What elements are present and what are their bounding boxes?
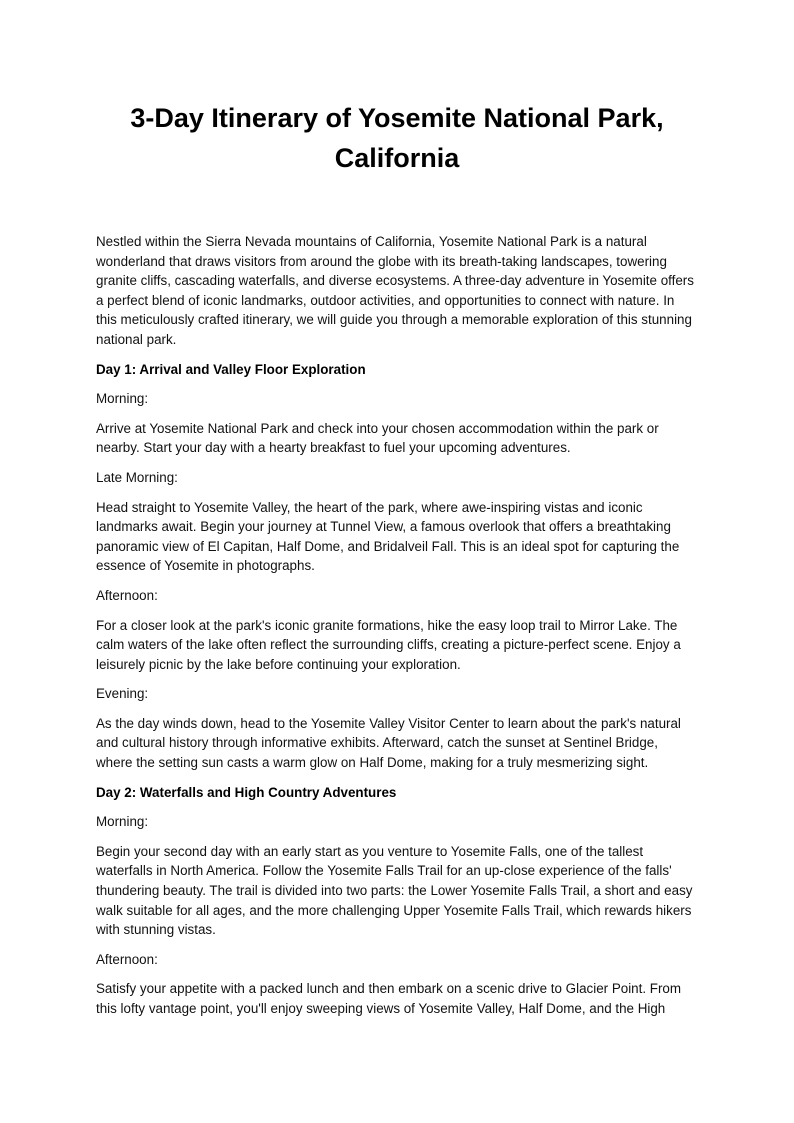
page-title: 3-Day Itinerary of Yosemite National Park, California [130,103,664,173]
day2-morning-text: Begin your second day with an early start as you venture to Yosemite Falls, one of the tallest waterfalls in North America. Follow the Yosemite Falls Trail for an up-close experience of the falls' thundering beauty. The trail is divided into two parts: the Lower Yosemite Falls Trail, a short and easy walk suitable for all ages, and the more challenging Upper Yosemite Falls Trail, which rewards hikers with stunning vistas. [96,843,693,938]
day1-late-morning-text: Head straight to Yosemite Valley, the heart of the park, where awe-inspiring vistas and iconic landmarks await. Begin your journey at Tunnel View, a famous overlook that offers a breathtaking panoramic view of El Capitan, Half Dome, and Bridalveil Fall. This is an ideal spot for capturing the essence of Yosemite in photographs. [96,499,680,574]
day1-morning-label: Morning: [96,391,149,407]
day2-afternoon-label: Afternoon: [96,951,158,967]
day1-afternoon-label: Afternoon: [96,587,158,603]
day2-morning-label: Morning: [96,814,149,830]
day1-late-morning-label: Late Morning: [96,469,178,485]
intro-paragraph: Nestled within the Sierra Nevada mountains of California, Yosemite National Park is a natural wonderland that draws visitors from around the globe with its breath-taking landscapes, towering granite cliffs, cascading waterfalls, and diverse ecosystems. A three-day adventure in Yosemite offers a perfect blend of iconic landmarks, outdoor activities, and opportunities to connect with nature. In this meticulously crafted itinerary, we will guide you through a memorable exploration of this stunning national park. [96,234,694,347]
day1-morning-text: Arrive at Yosemite National Park and check into your chosen accommodation within the park or nearby. Start your day with a hearty breakfast to fuel your upcoming adventures. [96,420,659,456]
day1-afternoon-text: For a closer look at the park's iconic granite formations, hike the easy loop trail to Mirror Lake. The calm waters of the lake often reflect the surrounding cliffs, creating a picture-perfect scene. Enjoy a leisurely picnic by the lake before continuing your exploration. [96,617,681,672]
day1-evening-label: Evening: [96,686,149,702]
day2-afternoon-text: Satisfy your appetite with a packed lunch and then embark on a scenic drive to Glacier Point. From this lofty vantage point, you'll enjoy sweeping views of Yosemite Valley, Half Dome, and the High [96,981,682,1016]
day2-heading: Day 2: Waterfalls and High Country Adventures [96,784,397,800]
day1-heading: Day 1: Arrival and Valley Floor Exploration [96,361,366,377]
day1-evening-text: As the day winds down, head to the Yosemite Valley Visitor Center to learn about the park's natural and cultural history through informative exhibits. Afterward, catch the sunset at Sentinel Bridge, where the setting sun casts a warm glow on Half Dome, making for a truly mesmerizing sight. [96,715,681,771]
